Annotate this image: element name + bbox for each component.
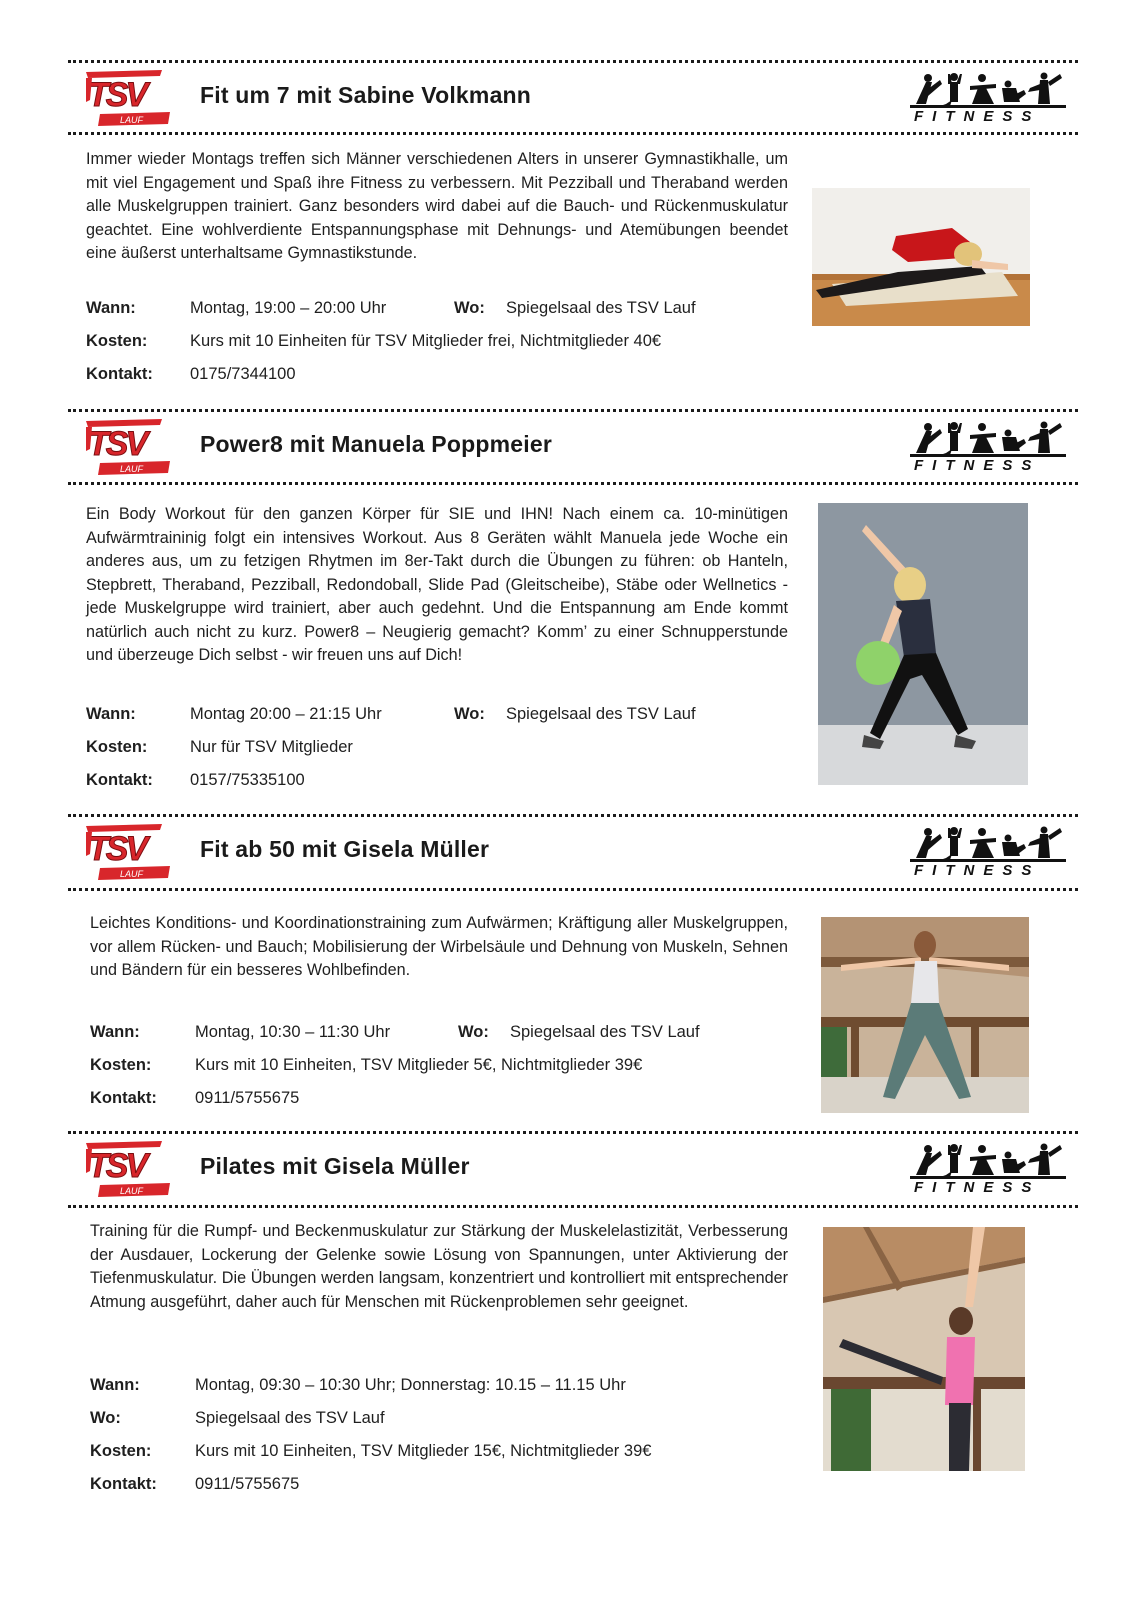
wo-label: Wo: [458, 1023, 489, 1041]
section-divider [68, 1205, 1078, 1208]
kosten-value: Kurs mit 10 Einheiten, TSV Mitglieder 15€, Nichtmitglieder 39€ [195, 1442, 652, 1460]
kontakt-label: Kontakt: [86, 365, 153, 383]
kosten-value: Kurs mit 10 Einheiten für TSV Mitglieder frei, Nichtmitglieder 40€ [190, 332, 662, 350]
tsv-lauf-logo [86, 1141, 170, 1197]
wann-value: Montag, 09:30 – 10:30 Uhr; Donnerstag: 10.15 – 11.15 Uhr [195, 1376, 626, 1394]
wann-value: Montag, 10:30 – 11:30 Uhr [195, 1023, 391, 1041]
section-divider [68, 1131, 1078, 1134]
fitness-logo [910, 1143, 1066, 1193]
wann-value: Montag, 19:00 – 20:00 Uhr [190, 299, 387, 317]
section-divider [68, 814, 1078, 817]
wo-label: Wo: [90, 1409, 121, 1427]
course-description: Immer wieder Montags treffen sich Männer verschiedenen Alters in unserer Gymnastikhalle, um mit viel Engagement und Spaß ihre Fitness zu verbessern. Mit Pezziball und Theraband werden alle Muskelgruppen trainiert. Ganz besonders wird dabei auf die Bauch- und Rückenmuskulatur geachtet. Eine wohlverdiente Entspannungsphase mit Dehnungs- und Atemübungen beendet eine äußerst unterhaltsame Gymnastikstunde. [86, 150, 788, 262]
kosten-label: Kosten: [86, 738, 148, 756]
course-description: Training für die Rumpf- und Beckenmuskulatur zur Stärkung der Muskelelastizität, Verbesserung der Ausdauer, Lockerung der Gelenke sowie Lösung von Spannungen, unter Aktivierung der Tiefenmuskulatur. Die Übungen werden langsam, konzentriert und kontrolliert mit entsprechender Atmung ausgeführt, daher auch für Menschen mit Rückenproblemen sehr geeignet. [90, 1222, 788, 1311]
kosten-label: Kosten: [90, 1442, 152, 1460]
course-photo [818, 503, 1028, 785]
kosten-label: Kosten: [90, 1056, 152, 1074]
course-photo [821, 917, 1029, 1113]
course-title: Fit um 7 mit Sabine Volkmann [200, 82, 532, 108]
tsv-lauf-logo [86, 419, 170, 475]
kosten-value: Nur für TSV Mitglieder [190, 738, 353, 756]
wo-value: Spiegelsaal des TSV Lauf [506, 299, 696, 317]
kontakt-label: Kontakt: [90, 1475, 157, 1493]
wann-value: Montag 20:00 – 21:15 Uhr [190, 705, 382, 723]
wo-label: Wo: [454, 705, 485, 723]
tsv-lauf-logo [86, 824, 170, 880]
kontakt-value: 0157/75335100 [190, 771, 305, 789]
kontakt-label: Kontakt: [86, 771, 153, 789]
section-divider [68, 132, 1078, 135]
course-description: Ein Body Workout für den ganzen Körper für SIE und IHN! Nach einem ca. 10-minütigen Aufwärmtraininig folgt ein intensives Workout. Aus 8 Geräten wählt Manuela jede Woche ein anderes aus, um zu fetzigen Rhytmen im 8er-Takt durch die Übungen zu führen: ob Hanteln, Stepbrett, Theraband, Pezziball, Redondoball, Slide Pad (Gleitscheibe), Stäbe oder Wellnetics - jede Muskelgruppe wird trainiert, aber auch gedehnt. Und die Entspannung am Ende kommt natürlich auch nicht zu kurz. Power8 – Neugierig gemacht? Komm’ zu einer Schnupperstunde und überzeuge Dich selbst - wir freuen uns auf Dich! [86, 505, 788, 664]
kontakt-value: 0175/7344100 [190, 365, 296, 383]
wann-label: Wann: [90, 1376, 140, 1394]
wo-value: Spiegelsaal des TSV Lauf [506, 705, 696, 723]
wo-value: Spiegelsaal des TSV Lauf [195, 1409, 385, 1427]
kontakt-value: 0911/5755675 [195, 1089, 300, 1107]
course-photo [812, 188, 1030, 326]
kosten-label: Kosten: [86, 332, 148, 350]
wann-label: Wann: [86, 705, 136, 723]
section-divider [68, 482, 1078, 485]
course-title: Power8 mit Manuela Poppmeier [200, 431, 552, 457]
wann-label: Wann: [90, 1023, 140, 1041]
course-description: Leichtes Konditions- und Koordinationstraining zum Aufwärmen; Kräftigung aller Muskelgruppen, vor allem Rücken- und Bauch; Mobilisierung der Wirbelsäule und Dehnung von Muskeln, Sehnen und Bändern für ein besseres Wohlbefinden. [90, 914, 788, 979]
course-title: Pilates mit Gisela Müller [200, 1153, 470, 1179]
course-photo [823, 1227, 1025, 1471]
wo-value: Spiegelsaal des TSV Lauf [510, 1023, 700, 1041]
wo-label: Wo: [454, 299, 485, 317]
section-divider [68, 409, 1078, 412]
kontakt-value: 0911/5755675 [195, 1475, 300, 1493]
fitness-logo [910, 72, 1066, 122]
fitness-logo [910, 826, 1066, 876]
fitness-logo [910, 421, 1066, 471]
kosten-value: Kurs mit 10 Einheiten, TSV Mitglieder 5€, Nichtmitglieder 39€ [195, 1056, 643, 1074]
wann-label: Wann: [86, 299, 136, 317]
section-divider [68, 888, 1078, 891]
section-divider [68, 60, 1078, 63]
kontakt-label: Kontakt: [90, 1089, 157, 1107]
course-title: Fit ab 50 mit Gisela Müller [200, 836, 490, 862]
tsv-lauf-logo [86, 70, 170, 126]
